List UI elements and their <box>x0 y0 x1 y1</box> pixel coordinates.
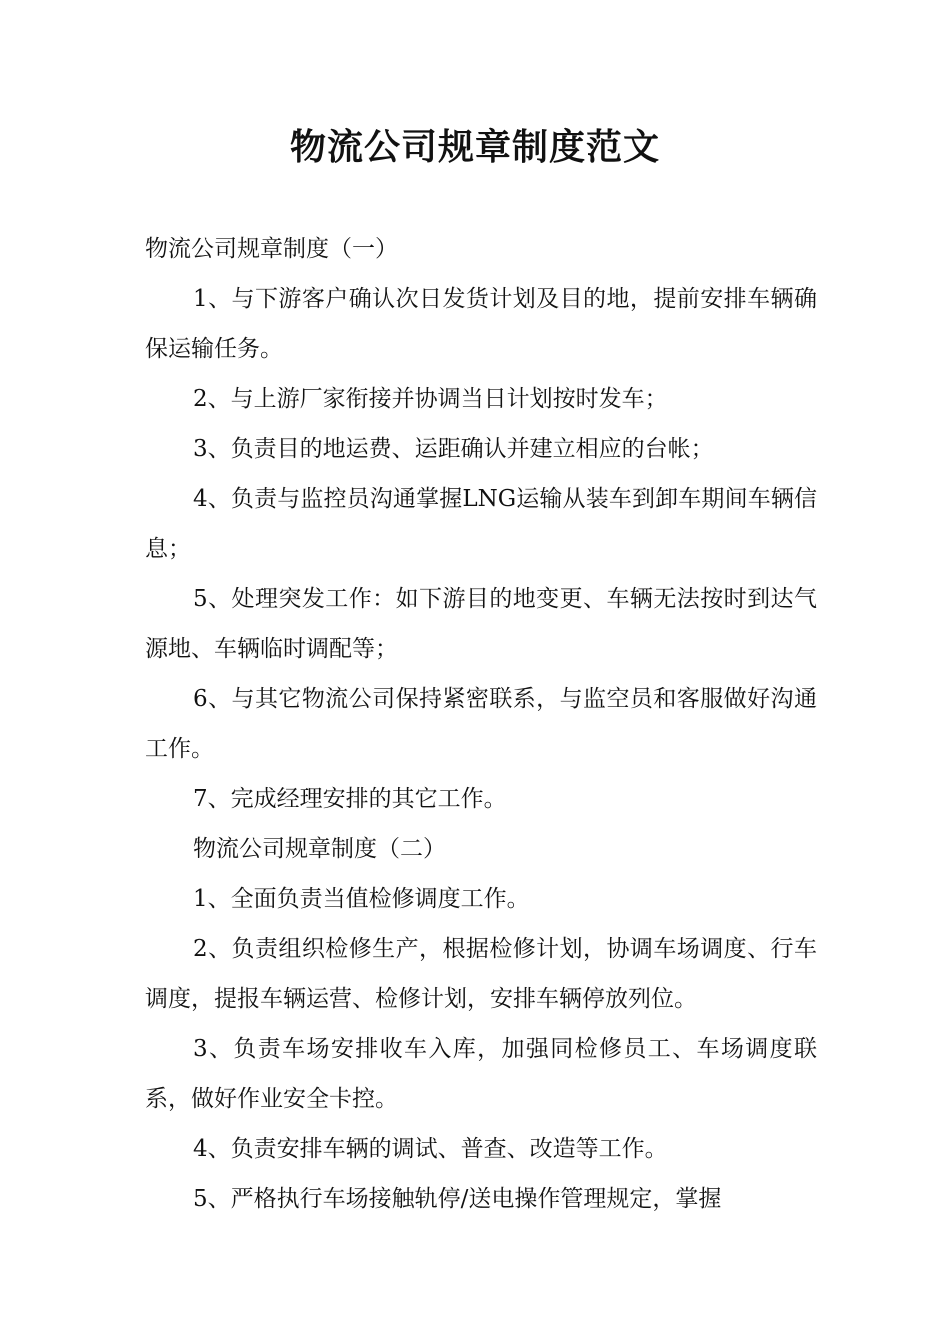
document-title: 物流公司规章制度范文 <box>289 127 660 168</box>
paragraph-10: 3、负责车场安排收车入库，加强同检修员工、车场调度联系，做好作业安全卡控。 <box>145 1036 817 1112</box>
paragraph-2: 2、与上游厂家衔接并协调当日计划按时发车； <box>193 386 668 412</box>
paragraph-1: 1、与下游客户确认次日发货计划及目的地，提前安排车辆确保运输任务。 <box>145 286 817 362</box>
document-body <box>145 224 817 1224</box>
paragraph-5: 5、处理突发工作：如下游目的地变更、车辆无法按时到达气源地、车辆临时调配等； <box>145 586 817 662</box>
paragraph-11: 4、负责安排车辆的调试、普查、改造等工作。 <box>193 1136 668 1162</box>
paragraph-9: 2、负责组织检修生产，根据检修计划，协调车场调度、行车调度，提报车辆运营、检修计划，安排车辆停放列位。 <box>145 936 817 1012</box>
paragraph-3: 3、负责目的地运费、运距确认并建立相应的台帐； <box>193 436 714 462</box>
paragraph-8: 1、全面负责当值检修调度工作。 <box>193 886 530 912</box>
paragraph-4: 4、负责与监控员沟通掌握LNG运输从装车到卸车期间车辆信息； <box>145 486 817 562</box>
section-heading-1: 物流公司规章制度（一） <box>145 236 398 262</box>
section-heading-2: 物流公司规章制度（二） <box>193 836 446 862</box>
paragraph-6: 6、与其它物流公司保持紧密联系，与监空员和客服做好沟通工作。 <box>145 686 817 762</box>
paragraph-12: 5、严格执行车场接触轨停/送电操作管理规定，掌握 <box>193 1186 722 1212</box>
paragraph-7: 7、完成经理安排的其它工作。 <box>193 786 507 812</box>
